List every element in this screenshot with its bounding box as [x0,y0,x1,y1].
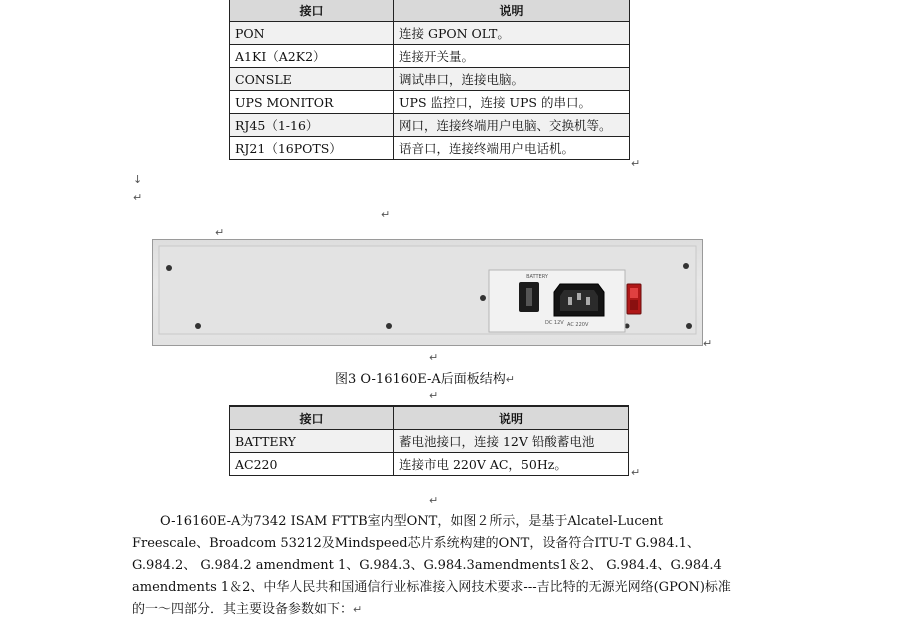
table-row [230,68,630,91]
port-cell: UPS MONITOR [230,91,394,114]
header-description: 说明 [394,0,630,22]
paragraph-mark: ↵ [429,351,439,364]
table-header-row [230,0,630,22]
description-cell: 语音口，连接终端用户电话机。 [394,137,630,160]
paragraph-mark: ↵ [631,466,641,479]
port-cell: RJ21（16POTS） [230,137,394,160]
port-cell: PON [230,22,394,45]
screw-icon [166,265,172,271]
ac-label: AC 220V [567,322,589,328]
interface-table-2 [229,405,629,476]
table-row [230,453,629,476]
header-port: 接口 [230,406,394,430]
figure-caption [335,368,515,387]
paragraph-mark: ↵ [353,603,363,616]
description-cell: 调试串口，连接电脑。 [394,68,630,91]
screw-icon [686,323,692,329]
body-paragraph-text: O-16160E-A为7342 ISAM FTTB室内型ONT，如图２所示，是基于Alcatel-Lucent Freescale、Broadcom 53212及Mindspeed芯片系统构建的ONT，设备符合ITU-T G.984.1、 G.984.2、 G.984.2 amendment 1、G.984.3、G.984.3amendments1＆2、 G.984.4、G.984.4 amendments 1＆2、中华人民共和国通信行业标准接入网技术要求---吉比特的无源光网络(GPON)标准的一～四部分．其主要设备参数如下： [132,514,731,617]
body-paragraph [132,511,734,621]
paragraph-mark: ↵ [133,191,143,204]
interface-table-1 [229,0,630,160]
screw-icon [683,263,689,269]
rear-panel-photo [152,239,703,346]
line-break-mark: ↓ [133,173,143,186]
screw-icon [386,323,392,329]
port-cell: A1KI（A2K2） [230,45,394,68]
figure-caption-text: 图3 O-16160E-A后面板结构 [335,372,506,387]
description-cell: 蓄电池接口，连接 12V 铅酸蓄电池 [394,430,629,453]
description-cell: 连接市电 220V AC，50Hz。 [394,453,629,476]
battery-label: BATTERY [526,274,548,280]
header-description: 说明 [394,406,629,430]
description-cell: 连接开关量。 [394,45,630,68]
paragraph-mark: ↵ [505,373,516,386]
description-cell: 网口，连接终端用户电脑、交换机等。 [394,114,630,137]
table-row [230,45,630,68]
paragraph-mark: ↵ [429,389,439,402]
paragraph-mark: ↵ [631,157,641,170]
description-cell: UPS 监控口，连接 UPS 的串口。 [394,91,630,114]
paragraph-mark: ↵ [429,494,439,507]
paragraph-mark: ↵ [215,226,225,239]
table-header-row [230,406,629,430]
port-cell: AC220 [230,453,394,476]
table-row [230,137,630,160]
table-row [230,430,629,453]
table-row [230,22,630,45]
description-cell: 连接 GPON OLT。 [394,22,630,45]
rear-panel-drawing [153,240,702,345]
dc-label: DC 12V [545,320,564,326]
header-port: 接口 [230,0,394,22]
screw-icon [195,323,201,329]
port-cell: CONSLE [230,68,394,91]
port-cell: RJ45（1-16） [230,114,394,137]
screw-icon [480,295,486,301]
table-row [230,114,630,137]
table-row [230,91,630,114]
paragraph-mark: ↵ [703,337,713,350]
paragraph-mark: ↵ [381,208,391,221]
port-cell: BATTERY [230,430,394,453]
